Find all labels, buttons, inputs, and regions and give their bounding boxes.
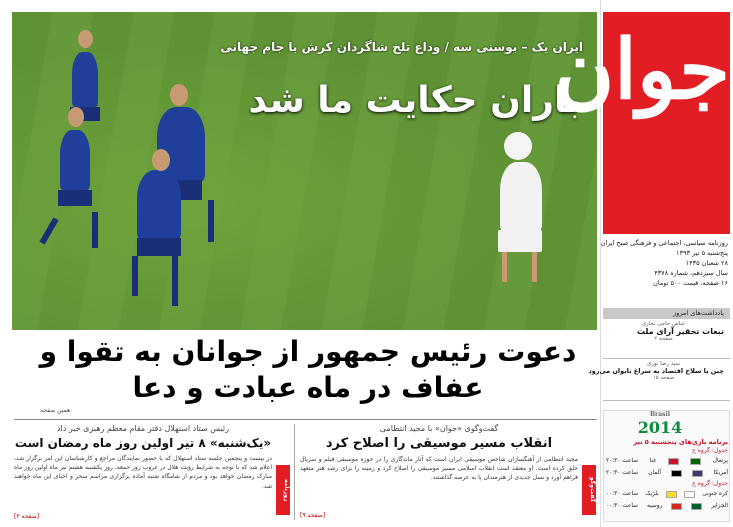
masthead-line: پنج‌شنبه ۵ تیر ۱۳۹۳	[676, 249, 728, 257]
worldcup-header: برنامه بازی‌های پنجشنبه ۵ تیر	[633, 438, 728, 446]
worldcup-logo-year: 2014	[637, 418, 683, 437]
article-music[interactable]	[300, 424, 578, 520]
article-tag: گفت‌وگو	[582, 465, 596, 515]
worldcup-group-label: جدول: گروه ج	[691, 480, 728, 487]
player-head	[68, 107, 84, 127]
masthead-line: ۲۸ شعبان ۱۴۳۵	[685, 259, 728, 267]
match-team-a: الجزایر	[711, 503, 728, 509]
note-author: عباس حاجی نجاری	[641, 321, 686, 327]
player-head-covered	[504, 132, 532, 160]
note-item[interactable]	[588, 361, 730, 401]
flag-icon	[671, 503, 682, 510]
article-title[interactable]: «یک‌شنبه» ۸ تیر اولین روز ماه رمضان است	[14, 436, 272, 450]
player-leg	[39, 217, 58, 244]
flag-icon	[691, 503, 702, 510]
note-item[interactable]	[603, 321, 730, 359]
article-body: مجید انتظامی از آهنگسازان شاخص موسیقی ایران است که آثار ماندگاری را در حوزه موسیقی فیلم و سریال خلق کرده است. او معتقد است انقلاب اسلامی مسیر موسیقی را اصلاح کرد و زمینه را برای رشد هنر متعهد فراهم آورد و نسل جدیدی از هنرمندان پا به عرصه گذاشتند.	[300, 456, 578, 482]
note-page: صفحه ۱۵	[652, 375, 675, 381]
player-leg	[172, 256, 178, 306]
article-tag: روزنامه	[276, 465, 290, 515]
article-title[interactable]: انقلاب مسیر موسیقی را اصلاح کرد	[325, 436, 553, 451]
flag-icon	[668, 458, 679, 465]
masthead-line: سال سیزدهم، شماره ۴۳۷۸	[654, 269, 728, 277]
match-team-a: کره جنوبی	[702, 491, 728, 497]
article-ramadan[interactable]	[14, 424, 272, 521]
flag-icon	[671, 470, 682, 477]
cover-photo	[12, 12, 597, 330]
masthead-line: روزنامه سیاسی، اجتماعی و فرهنگی صبح ایران	[600, 239, 728, 247]
match-team-a: پرتغال	[712, 458, 728, 464]
player-head	[78, 30, 93, 48]
flag-icon	[692, 470, 703, 477]
newspaper-logo	[553, 12, 730, 234]
match-time: ساعت ۲۰:۳۰	[606, 458, 639, 464]
player-shorts	[137, 238, 181, 256]
player-leg	[208, 200, 214, 242]
player-leg	[92, 212, 98, 248]
column-divider	[294, 424, 295, 520]
article-more-link[interactable]: [صفحه ۹]	[300, 512, 326, 519]
worldcup-logo	[636, 411, 684, 437]
flag-icon	[684, 491, 695, 498]
photo-title: باران حکایت ما شد	[248, 80, 581, 121]
match-row	[606, 488, 728, 500]
article-kicker: گفت‌وگوی «جوان» با مجید انتظامی	[379, 424, 499, 433]
player-figure-white	[500, 162, 542, 232]
match-row	[606, 467, 728, 479]
player-shorts	[498, 230, 542, 252]
match-time: ساعت ۲۰:۳۰	[606, 470, 639, 476]
logo-text: جوان	[553, 22, 730, 118]
match-team-b: بلژیک	[645, 491, 659, 497]
player-figure	[137, 170, 181, 240]
player-shorts	[58, 190, 92, 206]
player-leg	[532, 252, 537, 282]
divider	[14, 419, 597, 420]
main-headline[interactable]: دعوت رئیس جمهور از جوانان به تقوا و عفاف در ماه عبادت و دعا	[39, 335, 577, 404]
article-kicker: رئیس ستاد استهلال دفتر مقام معظم رهبری خبر داد	[56, 424, 230, 433]
note-title[interactable]: چین با سلاح اقتصاد به سراغ تایوان می‌رود	[588, 367, 724, 375]
notes-header: یادداشت‌های امروز	[603, 308, 730, 319]
note-title[interactable]: تبعات تحقیر آرای ملت	[636, 327, 724, 336]
match-row	[606, 500, 728, 512]
match-row	[606, 455, 728, 467]
player-leg	[502, 252, 507, 282]
match-team-b: غنا	[649, 458, 657, 464]
player-figure	[60, 130, 90, 190]
match-time: ساعت ۰۰:۳۰	[606, 491, 639, 497]
match-team-b: آلمان	[648, 470, 661, 476]
match-team-a: آمریکا	[713, 470, 728, 476]
player-figure	[72, 52, 98, 107]
headline-byline: همین صفحه	[40, 407, 71, 414]
article-body: در بیست و پنجمین جلسه ستاد استهلال که با حضور نمایندگان مراجع و کارشناسان این امر برگزار شد، اعلام شد که با توجه به شرایط رؤیت هلال در غروب روز جمعه، روز یکشنبه هشتم تیر ماه اولین روز ماه مبارک رمضان خواهد بود و مردم از شامگاه شنبه آماده برگزاری مراسم سحر و احیای این ماه خواهند شد.	[14, 455, 272, 490]
flag-icon	[666, 491, 677, 498]
note-author: سید رضا نوری	[647, 361, 680, 367]
photo-subtitle: ایران یک – بوسنی سه / وداع تلخ شاگردان کرش با جام جهانی	[220, 40, 583, 54]
player-leg	[132, 256, 138, 296]
worldcup-group-label: جدول: گروه ح	[691, 447, 728, 454]
flag-icon	[690, 458, 701, 465]
player-head	[170, 84, 188, 106]
worldcup-logo-top: Brasil	[649, 411, 671, 418]
article-more-link[interactable]: [صفحه ۳]	[14, 513, 40, 520]
match-time: ساعت ۰۰:۳۰	[606, 503, 639, 509]
note-page: صفحه ۲	[654, 336, 673, 342]
player-head	[152, 149, 170, 171]
masthead-line: ۱۶ صفحه، قیمت ۵۰۰ تومان	[653, 279, 728, 287]
match-team-b: روسیه	[647, 503, 663, 509]
